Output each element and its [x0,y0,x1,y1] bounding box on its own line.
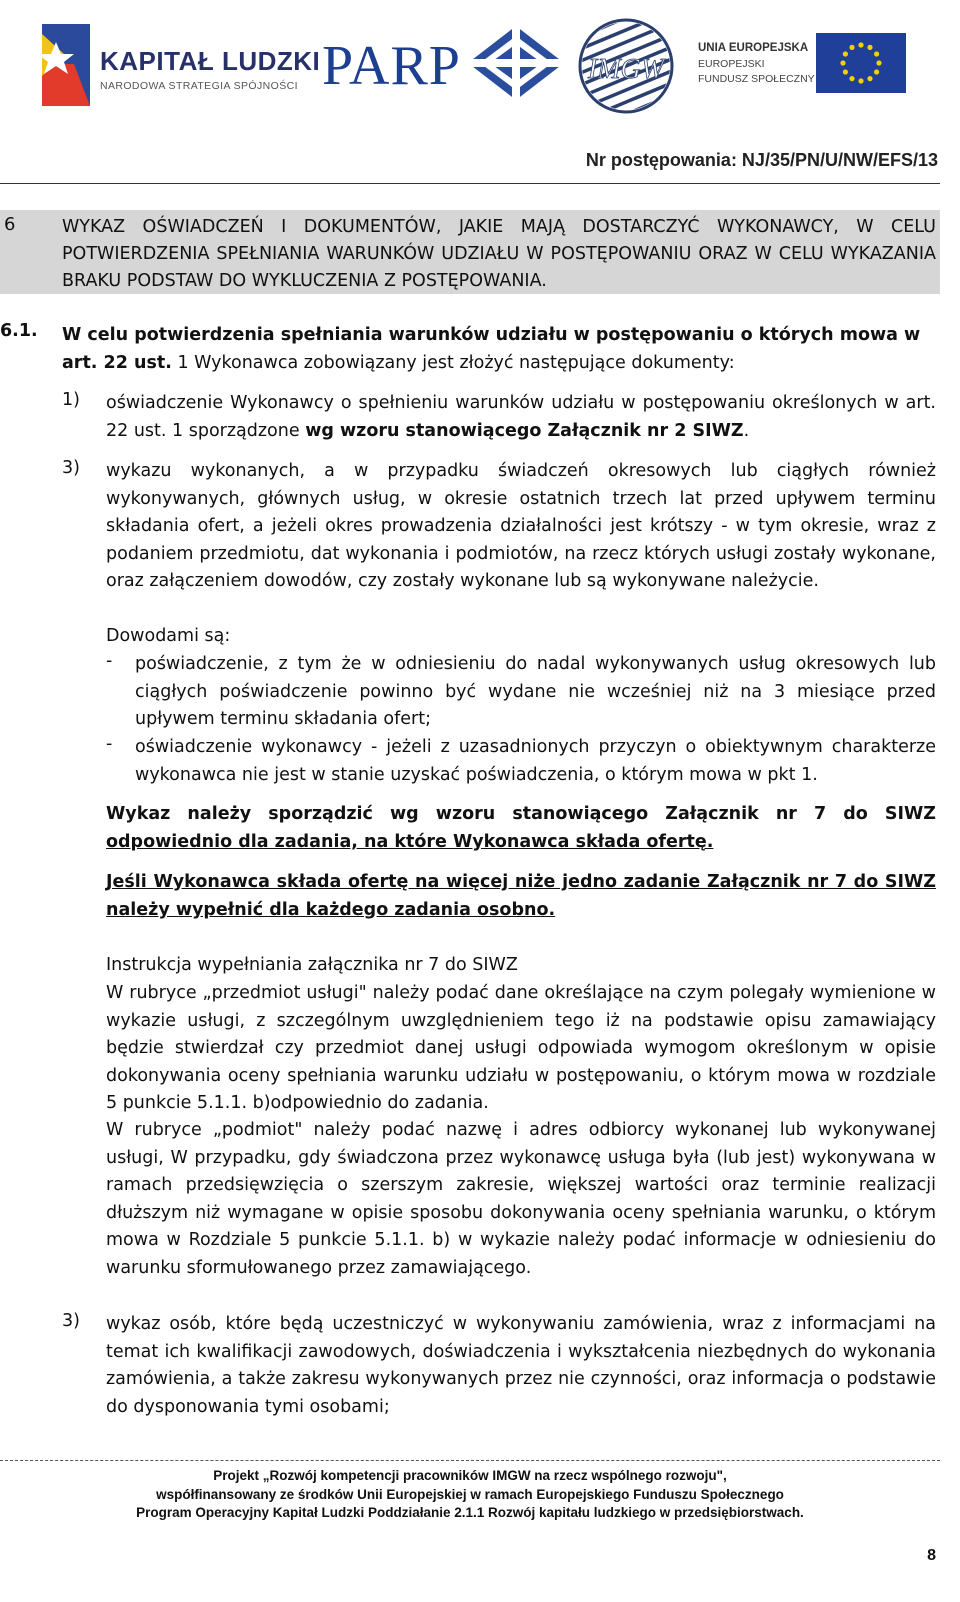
item-3b-number: 3) [62,1311,80,1331]
bullet-2-marker: - [106,734,113,754]
parp-diamond-icon [468,26,564,100]
instruction-paragraph-2: W rubryce „podmiot" należy podać nazwę i adres odbiorcy wykonanej lub wykonywanej usługi, W przypadku, gdy świadczona przez wykonawcę usługa była (lub jest) wykonywana w ramach przedsięwzięcia o szerszym zakresie, większej wartości oraz terminie realizacji dłuższym niż wymagane w opisie sposobu dokonywania oceny spełniania warunku, o którym mowa w Rozdziale 5 punkcie 5.1.1. b) w wykazie należy podać informacje w odniesieniu do warunku sformułowanego przez zamawiającego. [106,1120,936,1278]
note-attachment-7 [106,801,936,856]
bullet-1-text: poświadczenie, z tym że w odniesieniu do nadal wykonywanych usług okresowych lub ciągłych poświadczenie powinno być wydane nie wcześniej niż na 3 miesiące przed upływem terminu składania ofert; [135,654,936,730]
eu-flag-icon [816,33,906,93]
footer-line-2: współfinansowany ze środków Unii Europejskiej w ramach Europejskiego Funduszu Społecznego [156,1486,784,1502]
imgw-logo [578,18,674,114]
item-1-end: . [743,420,750,441]
instruction-paragraph-1: W rubryce „przedmiot usługi" należy podać dane określające na czym polegały wymienione w wykazie usługi, z szczególnym uwzględnieniem tego iż na podstawie opisu zamawiający będzie stwierdzał czy przedmiot danej usługi odpowiada wymogom określonym w opisie dokonywania oceny spełniania warunku udziału w postępowaniu, o którym mowa w rozdziale 5 punkcie 5.1.1. b)odpowiednio do zadania. [106,983,936,1114]
footer-line-3: Program Operacyjny Kapitał Ludzki Poddziałanie 2.1.1 Rozwój kapitału ludzkiego w przedsiębiorstwach. [136,1505,804,1520]
kapital-ludzki-title: KAPITAŁ LUDZKI [100,46,321,76]
header-divider [0,183,940,184]
note-attachment-7-bold: Wykaz należy sporządzić wg wzoru stanowiącego Załącznik nr 7 do SIWZ [106,804,936,824]
footer-line-1: Projekt „Rozwój kompetencji pracowników IMGW na rzecz wspólnego rozwoju", [213,1468,727,1483]
section-title: WYKAZ OŚWIADCZEŃ I DOKUMENTÓW, JAKIE MAJĄ DOSTARCZYĆ WYKONAWCY, W CELU POTWIERDZENIA SPEŁNIANIA WARUNKÓW UDZIAŁU W POSTĘPOWANIU ORAZ W CELU WYKAZANIA BRAKU PODSTAW DO WYKLUCZENIA Z POSTĘPOWANIA. [62,217,936,291]
item-3a-text: wykazu wykonanych, a w przypadku świadczeń okresowych lub ciągłych również wykonywanych, głównych usług, w okresie ostatnich trzech lat przed upływem terminu składania ofert, a jeżeli okres prowadzenia działalności jest krótszy - w tym okresie, wraz z podaniem przedmiotu, dat wykonania i podmiotów, na rzecz których usługi zostały wykonane, oraz załączeniem dowodów, czy zostały wykonane lub są wykonywane należycie. [106,461,936,592]
kapital-ludzki-emblem-icon [34,24,96,106]
section-number: 6 [4,214,16,235]
item-1-bold-reference: wg wzoru stanowiącego Załącznik nr 2 SIWZ [305,420,744,441]
ue-line2: EUROPEJSKI [698,58,765,70]
ue-line1: UNIA EUROPEJSKA [698,42,809,54]
evidence-label: Dowodami są: [106,626,231,646]
bullet-2-text: oświadczenie wykonawcy - jeżeli z uzasadnionych przyczyn o obiektywnym charakterze wykonawca nie jest w stanie uzyskać poświadczenia, o którym mowa w pkt 1. [135,737,936,785]
item-3b-text: wykaz osób, które będą uczestniczyć w wykonywaniu zamówienia, wraz z informacjami na temat ich kwalifikacji zawodowych, doświadczenia i wykształcenia niezbędnych do wykonania zamówienia, a także zakresu wykonywanych przez nie czynności, oraz informacja o podstawie do dysponowania tymi osobami; [106,1314,936,1417]
note-attachment-7-underlined: odpowiednio dla zadania, na które Wykonawca składa ofertę. [106,831,714,852]
subsection-intro [62,321,936,377]
unia-europejska-logo [698,28,908,98]
page-number: 8 [927,1547,936,1564]
kapital-ludzki-logo [34,24,321,106]
parp-logo [322,30,562,100]
kapital-ludzki-subtitle: NARODOWA STRATEGIA SPÓJNOŚCI [100,80,298,92]
imgw-globe-icon [578,18,674,114]
item-1-body: oświadczenie Wykonawcy o spełnieniu warunków udziału w postępowaniu określonych w art. 22 ust. 1 sporządzone [106,393,936,441]
instruction-title: Instrukcja wypełniania załącznika nr 7 do SIWZ [106,955,518,975]
parp-title: PARP [322,35,461,97]
item-1-text [106,390,936,445]
case-number: Nr postępowania: NJ/35/PN/U/NW/EFS/13 [585,150,938,170]
subsection-intro-bold: W celu potwierdzenia spełniania warunków udziału w postępowaniu o których mowa w art. 22 ust. [62,325,921,373]
ue-line3: FUNDUSZ SPOŁECZNY [698,73,815,85]
footer [0,1467,940,1523]
note-multiple-tasks: Jeśli Wykonawca składa ofertę na więcej niże jedno zadanie Załącznik nr 7 do SIWZ należy wypełnić dla każdego zadania osobno. [106,872,936,920]
item-3a-number: 3) [62,458,80,478]
footer-divider [0,1460,940,1461]
subsection-number: 6.1. [0,321,38,341]
item-1-number: 1) [62,390,80,410]
subsection-intro-normal: 1 Wykonawca zobowiązany jest złożyć następujące dokumenty: [171,353,735,373]
imgw-logo-text: IMGW [587,54,665,85]
logo-bar [0,0,960,120]
bullet-1-marker: - [106,651,113,671]
